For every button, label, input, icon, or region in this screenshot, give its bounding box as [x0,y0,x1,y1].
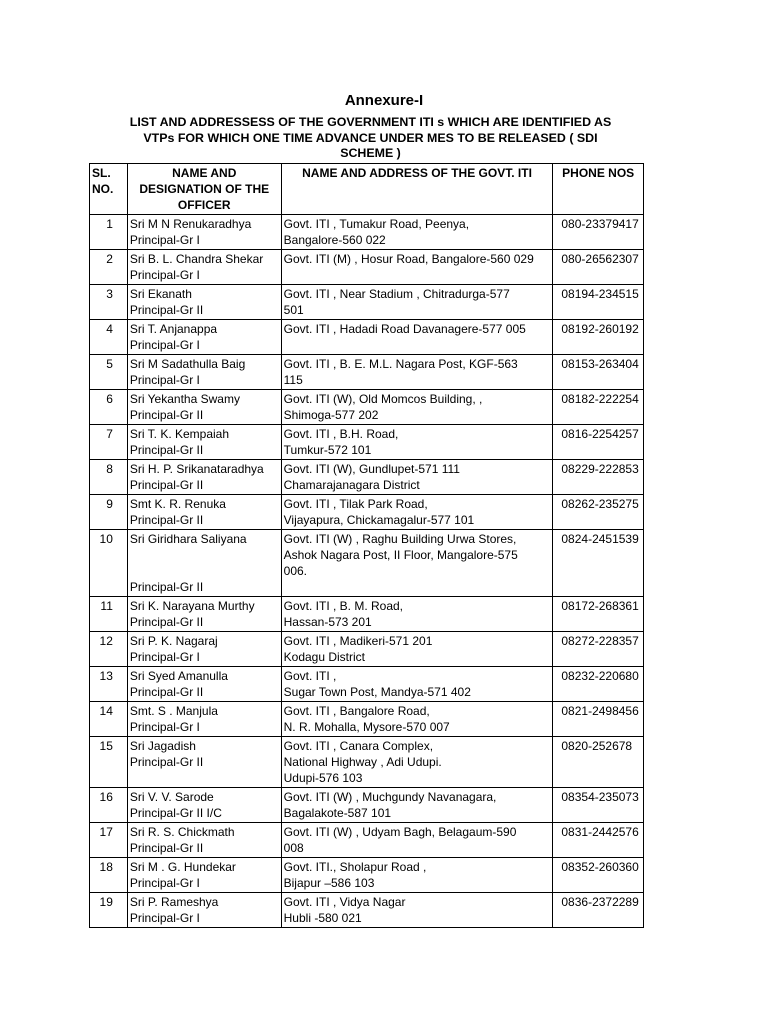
annexure-title: Annexure-I [344,92,424,109]
address-line: Hassan-573 201 [283,615,372,629]
table-row [90,788,644,823]
row-officer [127,823,281,858]
row-address [281,285,553,320]
row-officer [127,702,281,737]
address-line: Ashok Nagara Post, II Floor, Mangalore-575 [283,548,518,562]
address-line: Tumkur-572 101 [283,443,372,457]
officer-designation: Principal-Gr II [129,755,204,769]
row-address [281,460,553,495]
address-line: Govt. ITI , Canara Complex, [283,739,434,753]
address-line: Govt. ITI , B.H. Road, [283,427,399,441]
officer-name: Sri T. K. Kempaiah [129,427,230,441]
row-officer [127,250,281,285]
address-line: Hubli -580 021 [283,911,362,925]
officer-designation: Principal-Gr I [129,268,200,282]
officer-designation: Principal-Gr II [129,303,204,317]
table-row [90,893,644,928]
officer-name: Sri P. Rameshya [129,895,219,909]
row-officer [127,737,281,788]
row-address [281,597,553,632]
address-line: Udupi-576 103 [283,771,363,785]
address-line: Govt. ITI (W), Old Momcos Building, , [283,392,483,406]
table-row [90,530,644,597]
row-sl-no: 3 [90,285,128,320]
officer-designation: Principal-Gr II [129,513,204,527]
address-line: Govt. ITI , Hadadi Road Davanagere-577 005 [283,322,526,336]
officer-designation: Principal-Gr II I/C [129,806,222,820]
iti-table [89,163,644,928]
row-phone: 08352-260360 [553,858,644,893]
address-line: Govt. ITI , Vidya Nagar [283,895,406,909]
officer-name: Sri M N Renukaradhya [129,217,252,231]
row-phone: 0816-2254257 [553,425,644,460]
row-address [281,320,553,355]
row-sl-no: 18 [90,858,128,893]
row-officer [127,893,281,928]
officer-designation: Principal-Gr I [129,650,200,664]
officer-designation: Principal-Gr II [129,615,204,629]
row-officer [127,390,281,425]
address-line: Kodagu District [283,650,366,664]
address-line: Govt. ITI , B. M. Road, [283,599,404,613]
row-sl-no: 12 [90,632,128,667]
row-phone: 0824-2451539 [553,530,644,597]
header-officer: NAME AND DESIGNATION OF THE OFFICER [127,164,281,215]
officer-designation: Principal-Gr II [129,580,204,594]
address-line: National Highway , Adi Udupi. [283,755,442,769]
officer-name: Sri K. Narayana Murthy [129,599,255,613]
row-officer [127,858,281,893]
address-line: Govt. ITI (W) , Muchgundy Navanagara, [283,790,497,804]
heading-line: VTPs FOR WHICH ONE TIME ADVANCE UNDER MES TO BE RELEASED ( SDI [143,130,598,145]
row-phone: 08232-220680 [553,667,644,702]
row-officer [127,320,281,355]
row-sl-no: 6 [90,390,128,425]
row-phone: 08272-228357 [553,632,644,667]
address-line: N. R. Mohalla, Mysore-570 007 [283,720,450,734]
table-row [90,460,644,495]
row-address [281,425,553,460]
officer-name: Sri M Sadathulla Baig [129,357,246,371]
document-heading [98,115,643,162]
officer-name: Sri V. V. Sarode [129,790,214,804]
row-address [281,788,553,823]
row-sl-no: 10 [90,530,128,597]
table-row [90,702,644,737]
row-sl-no: 2 [90,250,128,285]
row-address [281,250,553,285]
address-line: Bagalakote-587 101 [283,806,392,820]
row-phone: 08172-268361 [553,597,644,632]
row-address [281,530,553,597]
row-officer [127,355,281,390]
address-line: 115 [283,373,303,387]
row-phone: 080-26562307 [553,250,644,285]
table-row [90,425,644,460]
row-address [281,390,553,425]
row-officer [127,495,281,530]
officer-name: Sri Ekanath [129,287,192,301]
officer-designation: Principal-Gr I [129,233,200,247]
row-phone: 08192-260192 [553,320,644,355]
row-sl-no: 17 [90,823,128,858]
officer-name: Sri R. S. Chickmath [129,825,235,839]
row-sl-no: 19 [90,893,128,928]
address-line: Shimoga-577 202 [283,408,379,422]
officer-name: Sri P. K. Nagaraj [129,634,218,648]
row-phone: 080-23379417 [553,215,644,250]
address-line: Sugar Town Post, Mandya-571 402 [283,685,471,699]
row-officer [127,460,281,495]
table-row [90,285,644,320]
address-line: Govt. ITI , Tumakur Road, Peenya, [283,217,470,231]
row-sl-no: 16 [90,788,128,823]
header-address: NAME AND ADDRESS OF THE GOVT. ITI [281,164,553,215]
row-sl-no: 4 [90,320,128,355]
officer-designation: Principal-Gr II [129,478,204,492]
row-officer [127,788,281,823]
table-body [90,215,644,928]
officer-name: Sri M . G. Hundekar [129,860,236,874]
address-line: Govt. ITI , Madikeri-571 201 [283,634,433,648]
row-address [281,858,553,893]
officer-designation: Principal-Gr II [129,841,204,855]
address-line: Bangalore-560 022 [283,233,386,247]
row-phone: 08229-222853 [553,460,644,495]
row-phone: 0821-2498456 [553,702,644,737]
row-sl-no: 13 [90,667,128,702]
header-phone: PHONE NOS [553,164,644,215]
row-officer [127,632,281,667]
table-row [90,737,644,788]
officer-designation: Principal-Gr II [129,685,204,699]
officer-name: Sri B. L. Chandra Shekar [129,252,264,266]
row-officer [127,530,281,597]
address-line: Vijayapura, Chickamagalur-577 101 [283,513,475,527]
officer-designation: Principal-Gr II [129,408,204,422]
address-line: Govt. ITI , Tilak Park Road, [283,497,428,511]
row-address [281,893,553,928]
table-row [90,355,644,390]
address-line: Govt. ITI (M) , Hosur Road, Bangalore-560 029 [283,252,534,266]
row-phone: 0836-2372289 [553,893,644,928]
heading-line: LIST AND ADDRESSESS OF THE GOVERNMENT ITI s WHICH ARE IDENTIFIED AS [129,115,612,129]
address-line: Govt. ITI (W) , Udyam Bagh, Belagaum-590 [283,825,517,839]
row-sl-no: 9 [90,495,128,530]
row-officer [127,667,281,702]
officer-name: Smt K. R. Renuka [129,497,226,511]
officer-name: Sri Jagadish [129,739,196,753]
row-address [281,667,553,702]
table-row [90,858,644,893]
officer-name: Sri Yekantha Swamy [129,392,240,406]
row-phone: 08153-263404 [553,355,644,390]
row-officer [127,285,281,320]
row-phone: 08182-222254 [553,390,644,425]
table-header-row [90,164,644,215]
officer-name: Smt. S . Manjula [129,704,218,718]
row-officer [127,597,281,632]
row-phone: 08194-234515 [553,285,644,320]
table-row [90,495,644,530]
row-phone: 08354-235073 [553,788,644,823]
address-line: Govt. ITI , B. E. M.L. Nagara Post, KGF-563 [283,357,518,371]
spacer [130,563,279,579]
row-sl-no: 15 [90,737,128,788]
row-address [281,632,553,667]
heading-line: SCHEME ) [340,146,401,160]
row-officer [127,215,281,250]
address-line: Govt. ITI (W) , Raghu Building Urwa Stores, [283,532,517,546]
address-line: Chamarajanagara District [283,478,420,492]
row-sl-no: 1 [90,215,128,250]
officer-name: Sri H. P. Srikanataradhya [129,462,264,476]
table-row [90,632,644,667]
row-phone: 0820-252678 [553,737,644,788]
row-address [281,702,553,737]
address-line: Govt. ITI , [283,669,337,683]
officer-designation: Principal-Gr I [129,911,200,925]
officer-name: Sri Giridhara Saliyana [129,532,247,546]
row-address [281,495,553,530]
row-officer [127,425,281,460]
row-address [281,215,553,250]
officer-name: Sri T. Anjanappa [129,322,218,336]
table-row [90,667,644,702]
table-row [90,215,644,250]
officer-designation: Principal-Gr I [129,373,200,387]
table-row [90,320,644,355]
row-phone: 08262-235275 [553,495,644,530]
row-sl-no: 5 [90,355,128,390]
row-sl-no: 7 [90,425,128,460]
row-sl-no: 11 [90,597,128,632]
officer-designation: Principal-Gr I [129,876,200,890]
row-sl-no: 8 [90,460,128,495]
address-line: Bijapur –586 103 [283,876,375,890]
officer-designation: Principal-Gr I [129,338,200,352]
table-row [90,390,644,425]
address-line: Govt. ITI , Bangalore Road, [283,704,430,718]
row-address [281,355,553,390]
spacer [130,547,279,563]
address-line: 501 [283,303,304,317]
address-line: Govt. ITI (W), Gundlupet-571 111 [283,462,460,476]
officer-designation: Principal-Gr II [129,443,204,457]
table-row [90,250,644,285]
row-phone: 0831-2442576 [553,823,644,858]
row-address [281,737,553,788]
row-address [281,823,553,858]
address-line: 006. [283,564,307,578]
address-line: Govt. ITI , Near Stadium , Chitradurga-577 [283,287,510,301]
row-sl-no: 14 [90,702,128,737]
address-line: Govt. ITI., Sholapur Road , [283,860,427,874]
table-row [90,823,644,858]
address-line: 008 [283,841,304,855]
header-sl-no: SL. NO. [90,164,128,215]
officer-name: Sri Syed Amanulla [129,669,228,683]
officer-designation: Principal-Gr I [129,720,200,734]
table-row [90,597,644,632]
